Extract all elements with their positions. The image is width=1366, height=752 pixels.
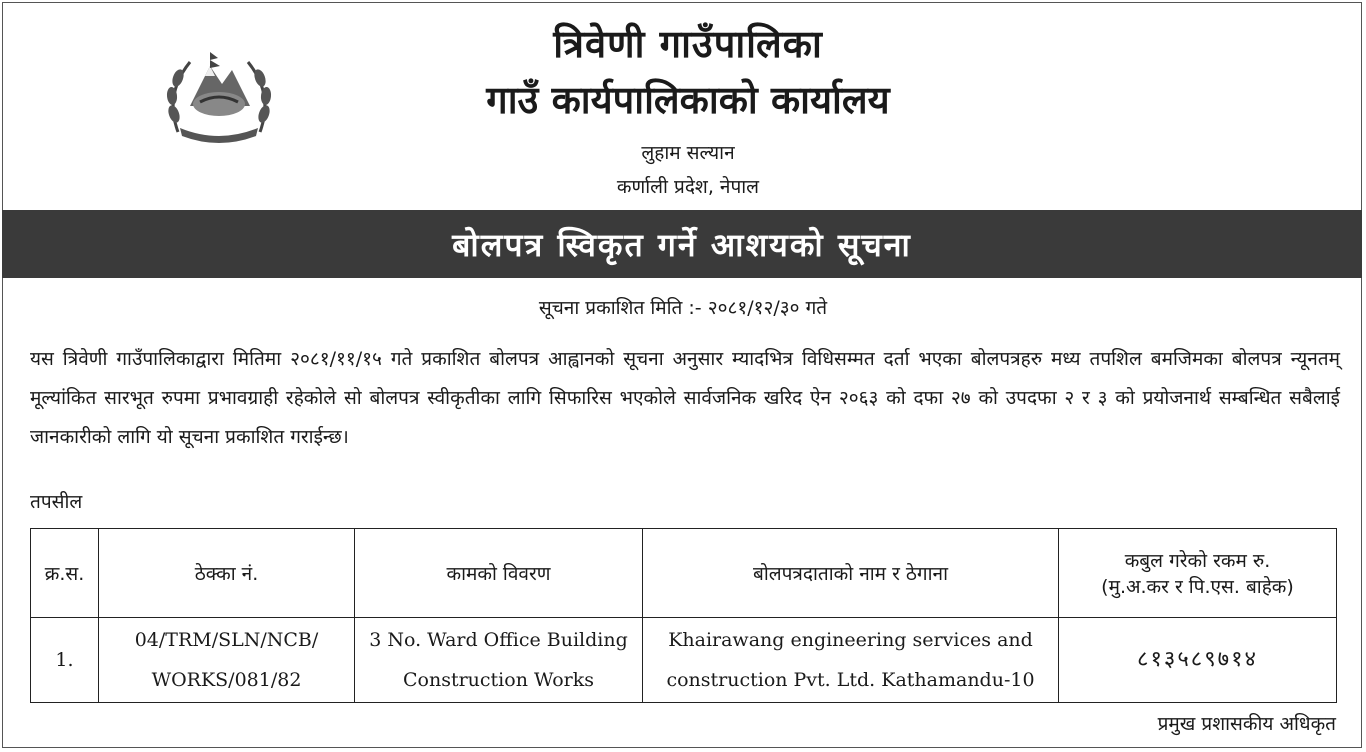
header-amount-line1: कबुल गरेको रकम रु. (1124, 550, 1271, 572)
cell-contract-no (99, 618, 355, 703)
table-header-row (31, 529, 1337, 618)
table-row (31, 618, 1337, 703)
cell-amount: ८१३५८९७१४ (1059, 618, 1337, 703)
bid-table (30, 528, 1337, 703)
bidder-line2: construction Pvt. Ltd. Kathamandu-10 (666, 669, 1035, 691)
contract-no-line2: WORKS/081/82 (151, 669, 302, 691)
address-line-1: लुहाम सल्यान (641, 142, 735, 164)
header-contract-no: ठेक्का नं. (99, 529, 355, 618)
header-bidder: बोलपत्रदाताको नाम र ठेगाना (643, 529, 1059, 618)
cell-work-desc (355, 618, 643, 703)
header-amount-line2: (मु.अ.कर र पि.एस. बाहेक) (1101, 576, 1294, 598)
address-line-2: कर्णाली प्रदेश, नेपाल (616, 176, 760, 198)
header-serial: क्र.स. (31, 529, 99, 618)
banner-title: बोलपत्र स्विकृत गर्ने आशयको सूचना (452, 225, 912, 264)
publish-date: सूचना प्रकाशित मिति :- २०८१/१२/३० गते (538, 297, 828, 319)
header-work-desc: कामको विवरण (355, 529, 643, 618)
work-desc-line1: 3 No. Ward Office Building (369, 629, 628, 651)
cell-serial: 1. (31, 618, 99, 703)
notice-banner (2, 210, 1362, 278)
notice-body: यस त्रिवेणी गाउँपालिकाद्वारा मितिमा २०८१/११/१५ गते प्रकाशित बोलपत्र आह्वानको सूचना अनुसार म्यादभित्र विधिसम्मत दर्ता भएका बोलपत्रहरु मध्य तपशिल बमजिमका बोलपत्र न्यूनतम् मूल्यांकित सारभूत रुपमा प्रभावग्राही रहेकोले सो बोलपत्र स्वीकृतीका लागि सिफारिस भएकोले सार्वजनिक खरिद ऐन २०६३ को दफा २७ को उपदफा २ र ३ को प्रयोजनार्थ सम्बन्धित सबैलाई जानकारीको लागि यो सूचना प्रकाशित गराईन्छ। (30, 348, 1340, 448)
nepal-emblem-icon (160, 44, 278, 148)
work-desc-line2: Construction Works (402, 669, 594, 691)
schedule-label: तपसील (30, 491, 83, 513)
contract-no-line1: 04/TRM/SLN/NCB/ (134, 629, 319, 651)
signer-title: प्रमुख प्रशासकीय अधिकृत (1157, 713, 1336, 735)
org-name: त्रिवेणी गाउँपालिका (553, 22, 823, 66)
header-amount (1059, 529, 1337, 618)
office-name: गाउँ कार्यपालिकाको कार्यालय (486, 78, 890, 122)
cell-bidder (643, 618, 1059, 703)
bidder-line1: Khairawang engineering services and (668, 629, 1033, 651)
